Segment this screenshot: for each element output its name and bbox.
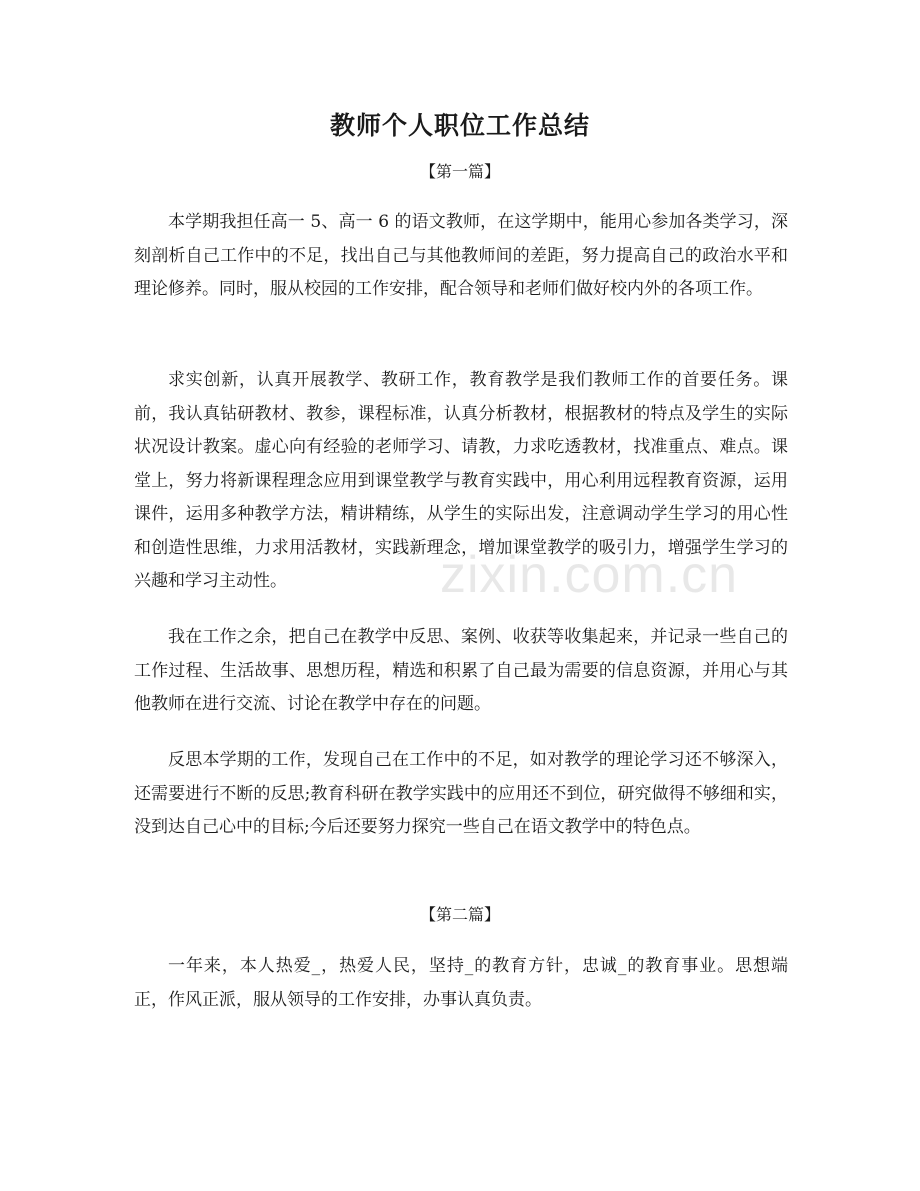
paragraph: 本学期我担任高一 5、高一 6 的语文教师，在这学期中，能用心参加各类学习，深刻剖析自己工作中的不足，找出自己与其他教师间的差距，努力提高自己的政治水平和理论修养。同时，服从校园的工作安排，配合领导和老师们做好校内外的各项工作。 [134, 212, 788, 299]
paragraph: 一年来，本人热爱_，热爱人民，坚持_的教育方针，忠诚_的教育事业。思想端正，作风正派，服从领导的工作安排，办事认真负责。 [134, 956, 788, 1010]
paragraph: 求实创新，认真开展教学、教研工作，教育教学是我们教师工作的首要任务。课前，我认真钻研教材、教参，课程标准，认真分析教材，根据教材的特点及学生的实际状况设计教案。虚心向有经验的老师学习、请教，力求吃透教材，找准重点、难点。课堂上，努力将新课程理念应用到课堂教学与教育实践中，用心利用远程教育资源，运用课件，运用多种教学方法，精讲精练，从学生的实际出发，注意调动学生学习的用心性和创造性思维，力求用活教材，实践新理念，增加课堂教学的吸引力，增强学生学习的兴趣和学习主动性。 [134, 370, 788, 591]
section-heading-1: 【第一篇】 [419, 162, 500, 181]
section-heading-2: 【第二篇】 [419, 905, 500, 924]
watermark: zixin.com.cn [440, 546, 739, 604]
paragraph: 反思本学期的工作，发现自己在工作中的不足，如对教学的理论学习还不够深入，还需要进行不断的反思;教育科研在教学实践中的应用还不到位，研究做得不够细和实，没到达自己心中的目标;今后还要努力探究一些自己在语文教学中的特色点。 [134, 750, 788, 837]
document-title: 教师个人职位工作总结 [329, 111, 590, 140]
paragraph: 我在工作之余，把自己在教学中反思、案例、收获等收集起来，并记录一些自己的工作过程、生活故事、思想历程，精选和积累了自己最为需要的信息资源，并用心与其他教师在进行交流、讨论在教学中存在的问题。 [134, 627, 788, 714]
